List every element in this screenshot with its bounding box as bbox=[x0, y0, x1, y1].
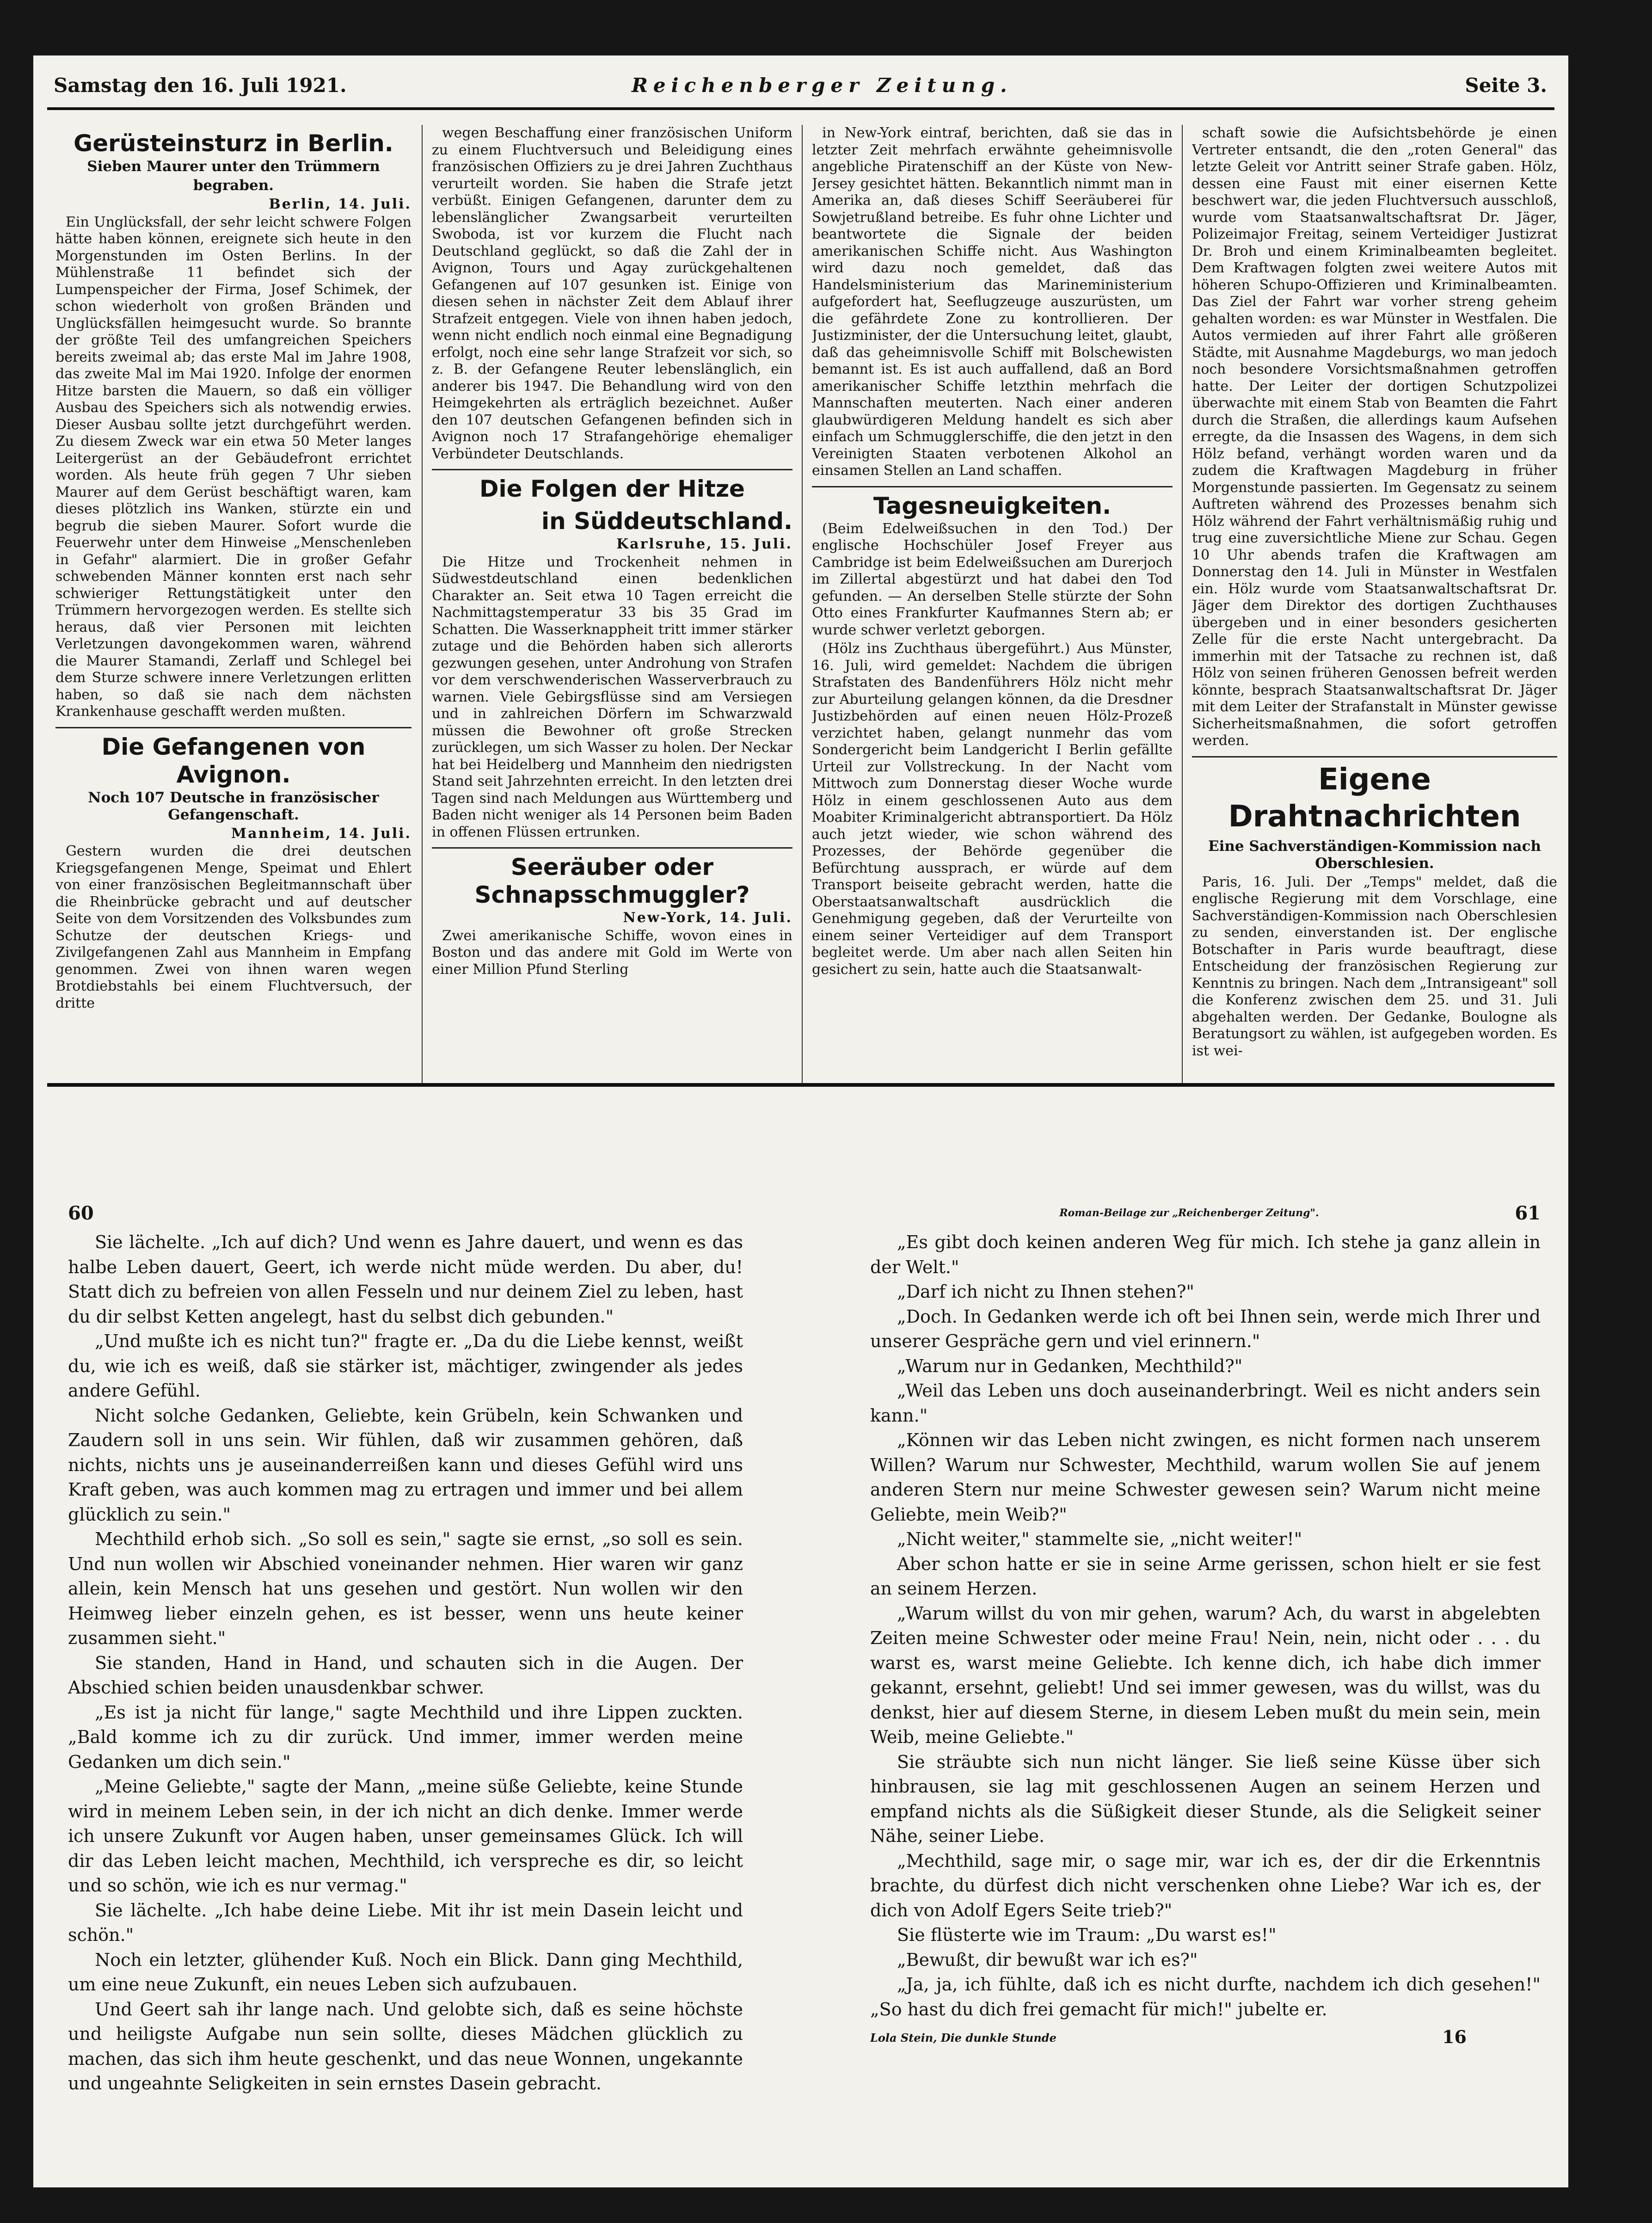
separator bbox=[1192, 756, 1557, 757]
paragraph: „Nicht weiter," stammelte sie, „nicht weiter!" bbox=[897, 1529, 1302, 1549]
separator bbox=[432, 847, 792, 849]
paragraph: „Darf ich nicht zu Ihnen stehen?" bbox=[897, 1281, 1194, 1302]
paragraph: „Mechthild, sage mir, o sage mir, war ich es, der dir die Erkenntnis brachte, du dürfest dich nicht verschenken ohne Liebe? War ich es, der dich von Adolf Egers Seite trieb?" bbox=[870, 1850, 1541, 1921]
article-text: Gestern wurden die drei deutschen Kriegsgefangenen Menge, Speimat und Ehlert von einer französischen Begleitmannschaft über die Rheinbrücke gebracht und auf deutscher Seite von dem Vorsitzenden des Volksbundes zum Schutze der deutschen Kriegs- und Zivilgefangenen Zahl aus Mannheim in Empfang genommen. Zwei von ihnen waren wegen Brotdiebstahls bei einem Fluchtversuch, der dritte bbox=[55, 843, 411, 1011]
paragraph: Noch ein letzter, glühender Kuß. Noch ein Blick. Dann ging Mechthild, um eine neue Zukunft, ein neues Leben sich aufzubauen. bbox=[68, 1949, 743, 1995]
newspaper-column-2 bbox=[432, 125, 792, 1073]
paragraph: „Können wir das Leben nicht zwingen, es nicht formen nach unserem Willen? Warum nur Schwester, Mechthild, warum wollen Sie auf jenem anderen Stern nur meine Schwester gewesen sein? Warum nicht meine Geliebte, mein Weib?" bbox=[870, 1430, 1541, 1525]
article-text: Ein Unglücksfall, der sehr leicht schwere Folgen hätte haben können, ereignete sich heute in den Morgenstunden im Osten Berlins. In der Mühlenstraße 11 befindet sich der Lumpenspeicher der Firma, Josef Schimek, der schon wiederholt von großen Bränden und Unglücksfällen heimgesucht wurde. So brannte der größte Teil des umfangreichen Speichers bereits zweimal ab; das erste Mal im Jahre 1908, das zweite Mal im Mai 1920. Infolge der enormen Hitze barsten die Mauern, so daß ein völliger Ausbau des Speichers sich als notwendig erwies. Dieser Ausbau sollte jetzt durchgeführt werden. Zu diesem Zweck war ein etwa 50 Meter langes Leitergerüst an der Gebäudefront errichtet worden. Als heute früh gegen 7 Uhr sieben Maurer auf dem Gerüst beschäftigt waren, kam dieses plötzlich ins Wanken, stürzte ein und begrub die sieben Maurer. Sofort wurde die Feuerwehr unter dem Hinweise „Menschenleben in Gefahr" alarmiert. Die in großer Gefahr schwebenden Männer konnten erst nach sehr schwieriger Rettungstätigkeit unter den Trümmern hervorgezogen werden. Es stellte sich heraus, daß vier Personen mit leichten Verletzungen davongekommen waren, während die Maurer Stamandi, Zerlaff und Schlegel bei dem Sturze schwere innere Verletzungen erlitten haben, so daß sie nach dem nächsten Krankenhause geschafft werden mußten. bbox=[55, 214, 411, 720]
book-page-left bbox=[68, 1202, 743, 2164]
page-footer bbox=[870, 2026, 1541, 2054]
article-text: Paris, 16. Juli. Der „Temps" meldet, daß die englische Regierung mit dem Vorschlage, eine Sachverständigen-Kommission nach Oberschlesien zu senden, einverstanden ist. Der englische Botschafter in Paris wurde beauftragt, diese Entscheidung der französischen Regierung zur Kenntnis zu bringen. Nach dem „Intransigeant" soll die Konferenz zwischen dem 25. und 31. Juli abgehalten werden. Der Gedanke, Boulogne als Beratungsort zu wählen, ist aufgegeben worden. Es ist wei- bbox=[1192, 874, 1557, 1059]
paragraph: Nicht solche Gedanken, Geliebte, kein Grübeln, kein Schwanken und Zaudern soll in uns sein. Wir fühlen, daß wir zusammen gehören, daß nichts, nichts uns je auseinanderreißen kann und dieses Gefühl wird uns Kraft geben, was auch kommen mag zu ertragen und immer und bei allem glücklich zu sein." bbox=[68, 1405, 743, 1525]
paragraph: „Weil das Leben uns doch auseinanderbringt. Weil es nicht anders sein kann." bbox=[870, 1380, 1541, 1426]
dateline: New-York, 14. Juli. bbox=[623, 910, 792, 926]
page-header bbox=[68, 1202, 743, 1230]
paragraph: Und Geert sah ihr lange nach. Und gelobte sich, daß es seine höchste und heiligste Aufgabe nun sein sollte, dieses Mädchen glücklich zu machen, das sich ihm heute geschenkt, und das neue Wonnen, ungekannte und ungeahnte Seligkeiten in sein ernstes Dasein gebracht. bbox=[68, 1999, 743, 2094]
headline-folgen-hitze: Die Folgen der Hitze bbox=[479, 475, 745, 502]
article-text: Die Hitze und Trockenheit nehmen in Südwestdeutschland einen bedenklichen Charakter an. Seit etwa 10 Tagen erreicht die Nachmittagstemperatur 33 bis 35 Grad im Schatten. Die Wasserknappheit tritt immer stärker zutage und die Behörden haben sich allerorts gezwungen gesehen, unter Androhung von Strafen vor dem verschwenderischen Wasserverbrauch zu warnen. Viele Gebirgsflüsse sind am Versiegen und in zahlreichen Dörfern im Schwarzwald müssen die Bewohner oft große Strecken zurücklegen, um sich Wasser zu holen. Der Neckar hat bei Heidelberg und Mannheim den niedrigsten Stand seit Jahrzehnten erreicht. In den letzten drei Tagen sind nach Meldungen aus Württemberg und Baden nicht weniger als 14 Personen beim Baden in offenen Flüssen ertrunken. bbox=[432, 554, 792, 840]
headline-geruesteinsturz: Gerüsteinsturz in Berlin. bbox=[74, 130, 393, 157]
paragraph: Aber schon hatte er sie in seine Arme gerissen, schon hielt er sie fest an seinem Herzen. bbox=[870, 1553, 1541, 1599]
paragraph: Sie sträubte sich nun nicht länger. Sie ließ seine Küsse über sich hinbrausen, sie lag mit geschlossenen Augen an seinem Herzen und empfand nichts als die Süßigkeit dieser Stunde, als die Seligkeit seiner Nähe, seiner Liebe. bbox=[870, 1751, 1541, 1846]
newspaper-column-1 bbox=[55, 125, 411, 1073]
page-header bbox=[870, 1202, 1541, 1230]
book-text bbox=[68, 1230, 743, 2096]
paragraph: „Bewußt, dir bewußt war ich es?" bbox=[897, 1949, 1198, 1970]
column-rule bbox=[802, 125, 803, 1087]
scanned-sheet bbox=[33, 55, 1568, 2187]
headline-tagesneuigkeiten: Tagesneuigkeiten. bbox=[873, 492, 1112, 519]
newspaper-column-4 bbox=[1192, 125, 1557, 1073]
paragraph: Sie lächelte. „Ich habe deine Liebe. Mit ihr ist mein Dasein leicht und schön." bbox=[68, 1900, 743, 1945]
dateline: Berlin, 14. Juli. bbox=[269, 196, 411, 212]
headline-gefangene-avignon: Die Gefangenen von Avignon. bbox=[101, 733, 366, 788]
paragraph: „Und mußte ich es nicht tun?" fragte er. „Da du die Liebe kennst, weißt du, wie ich es weiß, daß sie stärker ist, mächtiger, zwingender als jedes andere Gefühl. bbox=[68, 1331, 743, 1401]
paragraph: „Doch. In Gedanken werde ich oft bei Ihnen sein, werde mich Ihrer und unserer Gespräche gern und viel erinnern." bbox=[870, 1306, 1541, 1351]
page-number: 60 bbox=[68, 1202, 94, 1224]
column-rule bbox=[1182, 125, 1183, 1087]
dateline: Karlsruhe, 15. Juli. bbox=[616, 536, 792, 552]
headline-seeraeuber: Seeräuber oder Schnapsschmuggler? bbox=[474, 854, 750, 908]
article-text: (Hölz ins Zuchthaus übergeführt.) Aus Münster, 16. Juli, wird gemeldet: Nachdem die übrigen Strafstaten des Bandenführers Hölz nicht mehr zur Aburteilung gelangen können, da die Dresdner Justizbehörden auf einen neuen Hölz-Prozeß verzichtet haben, gelangt nunmehr das vom Sondergericht beim Landgericht I Berlin gefällte Urteil zur Vollstreckung. In der Nacht vom Mittwoch zum Donnerstag dieser Woche wurde Hölz in einem geschlossenen Auto aus dem Moabiter Kriminalgericht abtransportiert. Da Hölz auch jetzt wieder, wie schon während des Prozesses, der Behörde gegenüber die Befürchtung aussprach, er würde auf dem Transport beiseite gebracht werden, hatte die Oberstaatsanwaltschaft ausdrücklich die Genehmigung gegeben, daß der Verurteilte von einem seiner Verteidiger auf dem Transport begleitet werde. Um aber nach allen Seiten hin gesichert zu sein, hatte auch die Staatsanwalt- bbox=[812, 640, 1173, 978]
article-text: wegen Beschaffung einer französischen Uniform zu einem Fluchtversuch und Beleidigung eines französischen Offiziers zu je drei Jahren Zuchthaus verurteilt worden. Sie haben die Strafe jetzt verbüßt. Einigen Gefangenen, darunter dem zu lebenslänglicher Zwangsarbeit verurteilten Swoboda, ist vor kurzem die Flucht nach Deutschland geglückt, so daß die Zahl der in Avignon, Tours und Agay zurückgehaltenen Gefangenen auf 107 gesunken ist. Einige von diesen sehen in nächster Zeit dem Ablauf ihrer Strafzeit entgegen. Viele von ihnen haben jedoch, wenn nicht endlich noch einmal eine Begnadigung erfolgt, noch eine sehr lange Strafzeit vor sich, so z. B. der Gefangene Reuter lebenslänglich, ein anderer bis 1947. Die Behandlung wird von den Heimgekehrten als erträglich bezeichnet. Außer den 107 deutschen Gefangenen befinden sich in Avignon noch 17 Strafangehörige ehemaliger Verbündeter Deutschlands. bbox=[432, 125, 792, 462]
separator bbox=[55, 727, 411, 728]
subheadline: begraben. bbox=[193, 177, 274, 194]
bottom-rule bbox=[47, 1083, 1554, 1087]
supplement-title: Roman-Beilage zur „Reichenberger Zeitung". bbox=[1059, 1207, 1319, 1219]
paragraph: „Es ist ja nicht für lange," sagte Mechthild und ihre Lippen zuckten. „Bald komme ich zu dir zurück. Und immer, immer werden meine Gedanken um dich sein." bbox=[68, 1702, 743, 1772]
separator bbox=[812, 486, 1173, 487]
paragraph: „Warum nur in Gedanken, Mechthild?" bbox=[897, 1355, 1243, 1376]
subheadline: Sieben Maurer unter den Trümmern bbox=[87, 158, 380, 175]
paragraph: Mechthild erhob sich. „So soll es sein," sagte sie ernst, „so soll es sein. Und nun wollen wir Abschied voneinander nehmen. Hier waren wir ganz allein, kein Mensch hat uns gesehen und gestört. Nun wollen wir den Heimweg lieber einzeln gehen, es ist besser, wenn uns heute keiner zusammen sieht." bbox=[68, 1529, 743, 1648]
article-text: in New-York eintraf, berichten, daß sie das in letzter Zeit mehrfach erwähnte geheimnisvolle angebliche Piratenschiff an der Küste von New-Jersey gesichtet hätten. Bekanntlich nimmt man in Amerika an, daß dieses Schiff Seeräuberei für Sowjetrußland betreibe. Es fuhr ohne Lichter und beantwortete die Signale der beiden amerikanischen Schiffe nicht. Aus Washington wird dazu noch gemeldet, daß das Handelsministerium das Marineministerium aufgefordert hat, Seeflugzeuge auszurüsten, um die gefährdete Zone zu kontrollieren. Der Justizminister, der die Untersuchung leitet, glaubt, daß das geheimnisvolle Schiff mit Bolschewisten bemannt ist. Es ist auch auffallend, daß an Bord amerikanischer Schiffe letzthin mehrfach die Mannschaften meuterten. Nach einer anderen glaubwürdigeren Meldung handelt es sich aber einfach um Schmugglerschiffe, die den jetzt in den Vereinigten Staaten verbotenen Alkohol an einsamen Stellen an Land schaffen. bbox=[812, 125, 1173, 479]
masthead: Reichenberger Zeitung. bbox=[632, 74, 1013, 97]
paragraph: „Warum willst du von mir gehen, warum? Ach, du warst in abgelebten Zeiten meine Schwester oder meine Frau! Nein, nein, nicht oder . . . du warst es, warst meine Geliebte. Ich kenne dich, ich habe dich immer gekannt, ersehnt, geliebt! Und sei immer gewesen, was du willst, was du denkst, hier auf diesem Sterne, in diesem Leben mußt du mein sein, mein Weib, meine Geliebte." bbox=[870, 1603, 1541, 1747]
signature-number: 16 bbox=[1442, 2026, 1467, 2047]
headline-eigene-drahtnachrichten: Eigene Drahtnachrichten bbox=[1228, 762, 1521, 834]
book-text bbox=[870, 1230, 1541, 2022]
author-title: Lola Stein, Die dunkle Stunde bbox=[870, 2031, 1056, 2044]
paragraph: Sie lächelte. „Ich auf dich? Und wenn es Jahre dauert, und wenn es das halbe Leben dauert, Geert, ich werde nicht müde werden. Du aber, du! Statt dich zu befreien von allen Fesseln und nur deinem Ziel zu leben, hast du dir selbst Ketten angelegt, hast du selbst dich gebunden." bbox=[68, 1232, 743, 1327]
page-number: 61 bbox=[1515, 1202, 1541, 1224]
header-rule bbox=[47, 107, 1554, 110]
paragraph: „Ja, ja, ich fühlte, daß ich es nicht durfte, nachdem ich dich gesehen!" „So hast du dich frei gemacht für mich!" jubelte er. bbox=[870, 1974, 1541, 2020]
newspaper-header bbox=[54, 74, 1547, 106]
headline-folgen-hitze-2: in Süddeutschland. bbox=[541, 508, 792, 535]
newspaper-column-3 bbox=[812, 125, 1173, 1073]
book-page-right bbox=[870, 1202, 1541, 2164]
article-text: schaft sowie die Aufsichtsbehörde je einen Vertreter entsandt, die den „roten General" das letzte Geleit vor Antritt seiner Strafe gaben. Hölz, dessen eine Faust mit einer eisernen Kette beschwert war, die jeden Fluchtversuch ausschloß, wurde vom Staatsanwaltschaftsrat Dr. Jäger, Polizeimajor Freitag, seinem Verteidiger Justizrat Dr. Broh und einem Kriminalbeamten begleitet. Dem Kraftwagen folgten zwei weitere Autos mit höheren Schupo-Offizieren und Kriminalbeamten. Das Ziel der Fahrt war vorher streng geheim gehalten worden: es war Münster in Westfalen. Die Autos vermieden auf ihrer Fahrt alle größeren Städte, mit Ausnahme Magdeburgs, wo man jedoch noch besondere Vorsichtsmaßnahmen getroffen hatte. Der Leiter der dortigen Schutzpolizei überwachte mit einem Stab von Beamten die Fahrt durch die Straßen, die allerdings kaum Aufsehen erregte, da die Insassen des Wagens, in dem sich Hölz befand, verhängt worden waren und da zudem die Kraftwagen Magdeburg in früher Morgenstunde passierten. Im Gegensatz zu seinem Auftreten während des Prozesses benahm sich Hölz während der Fahrt verhältnismäßig ruhig und trug eine zuversichtliche Miene zur Schau. Gegen 10 Uhr abends trafen die Kraftwagen am Donnerstag den 14. Juli in Münster in Westfalen ein. Hölz wurde vom Staatsanwaltschaftsrat Dr. Jäger dem Direktor des dortigen Zuchthauses übergeben und in einer besonders gesicherten Zelle für die erste Nacht untergebracht. Da immerhin mit der Tatsache zu rechnen ist, daß Hölz von seinen früheren Genossen befreit werden könnte, besprach Staatsanwaltschaftsrat Dr. Jäger mit dem Leiter der Strafanstalt in Münster gewisse Sicherheitsmaßnahmen, die sofort getroffen werden. bbox=[1192, 125, 1557, 749]
paragraph: Sie standen, Hand in Hand, und schauten sich in die Augen. Der Abschied schien beiden unausdenkbar schwer. bbox=[68, 1652, 743, 1698]
column-rule bbox=[422, 125, 423, 1087]
subheadline: Noch 107 Deutsche in französischer Gefangenschaft. bbox=[88, 789, 379, 823]
subheadline: Eine Sachverständigen-Kommission nach Oberschlesien. bbox=[1208, 837, 1541, 872]
newspaper-page-number: Seite 3. bbox=[1465, 74, 1547, 97]
article-text: (Beim Edelweißsuchen in den Tod.) Der englische Hochschüler Josef Freyer aus Cambridge ist beim Edelweißsuchen am Durerjoch im Zillertal abgestürzt und hat dabei den Tod gefunden. — An derselben Stelle stürzte der Sohn Otto eines Frankfurter Kaufmannes Stern ab; er wurde schwer verletzt geborgen. bbox=[812, 520, 1173, 638]
paragraph: „Es gibt doch keinen anderen Weg für mich. Ich stehe ja ganz allein in der Welt." bbox=[870, 1232, 1541, 1277]
dateline: Mannheim, 14. Juli. bbox=[231, 825, 411, 842]
separator bbox=[432, 469, 792, 470]
paragraph: „Meine Geliebte," sagte der Mann, „meine süße Geliebte, keine Stunde wird in meinem Leben sein, in der ich nicht an dich denke. Immer werde ich unsere Zukunft vor Augen haben, unser gemeinsames Glück. Ich will dir das Leben leicht machen, Mechthild, ich verspreche es dir, so leicht und so schön, wie ich es nur vermag." bbox=[68, 1776, 743, 1896]
article-text: Zwei amerikanische Schiffe, wovon eines in Boston und das andere mit Gold im Werte von einer Million Pfund Sterling bbox=[432, 927, 792, 978]
issue-date: Samstag den 16. Juli 1921. bbox=[54, 74, 347, 97]
paragraph: Sie flüsterte wie im Traum: „Du warst es!" bbox=[897, 1925, 1277, 1945]
